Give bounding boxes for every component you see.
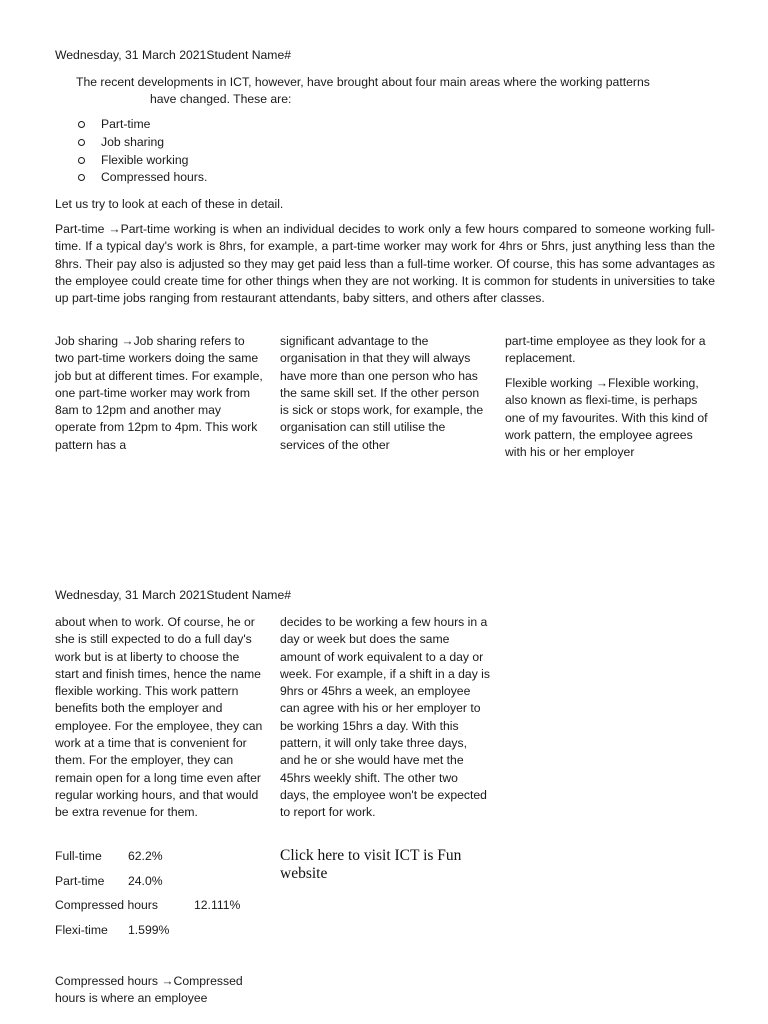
flexible-working-paragraph: Flexible working →Flexible working, also known as flexi-time, is perhaps one of my favourites. With this kind of work pattern, the employee agrees with his or her employer: [505, 376, 708, 460]
hollow-bullet-icon: [78, 174, 85, 181]
work-pattern-stats: [55, 848, 240, 947]
stat-value: 62.2%: [128, 849, 163, 863]
stat-label: Full-time: [55, 849, 102, 863]
list-item: Job sharing: [78, 134, 207, 152]
header-student-name: Student Name#: [206, 588, 292, 602]
stat-label: Part-time: [55, 873, 105, 888]
ict-is-fun-link[interactable]: Click here to visit ICT is Fun website: [280, 847, 462, 882]
flexible-working-continued: about when to work. Of course, he or she is still expected to do a full day's work but is at liberty to choose the start and finish times, hence the name flexible working. This work pattern benefits both the employer and employee. For the employee, they can work at a time that is convenient for them. For the employer, they can remain open for a long time even after regular working hours, and that would be extra revenue for them.: [55, 615, 263, 820]
stat-label: Compressed hours: [55, 898, 158, 913]
header-student-name: Student Name#: [206, 48, 292, 62]
compressed-hours-paragraph: Compressed hours →Compressed hours is where an employee: [55, 974, 243, 1006]
job-sharing-column-2: significant advantage to the organisation in that they will always have more than one person who has the same skill set. If the other person is sick or stops work, for example, the organisation can still utilise the services of the other: [280, 334, 484, 452]
stat-label: Flexi-time: [55, 923, 108, 938]
working-patterns-list: [78, 116, 207, 187]
stat-row: [55, 873, 240, 898]
detail-intro-line: Let us try to look at each of these in detail.: [55, 197, 284, 211]
hollow-bullet-icon: [78, 157, 85, 164]
job-sharing-column-1: Job sharing →Job sharing refers to two part-time workers doing the same job but at different times. For example, one part-time worker may work from 8am to 12pm and another may operate from 12pm to 4pm. This work pattern has a: [55, 334, 263, 452]
page-header: [55, 587, 291, 604]
part-time-paragraph: Part-time →Part-time working is when an individual decides to work only a few hours compared to someone working full-time. If a typical day's work is 8hrs, for example, a part-time worker may work for 4hrs or 5hrs, just anything less than the 8hrs. Their pay also is adjusted so they may get paid less than a full-time worker. Of course, this has some advantages as the employee could create time for other things when they are not working. It is common for students in universities to take up part-time jobs ranging from restaurant attendants, baby sitters, and others after classes.: [55, 222, 715, 306]
page-header: [55, 47, 291, 64]
stat-value: 1.599%: [128, 923, 170, 938]
compressed-hours-continued: decides to be working a few hours in a day or week but does the same amount of work equivalent to a day or week. For example, if a shift in a day is 9hrs or 45hrs a week, an employee can agree with his or her employer to be working 15hrs a day. With this pattern, it will only take three days, and he or she would have met the 45hrs weekly shift. The other two days, the employee won't be expected to report for work.: [280, 615, 490, 820]
job-sharing-column-3: part-time employee as they look for a replacement.: [505, 334, 706, 366]
hollow-bullet-icon: [78, 121, 85, 128]
intro-paragraph: [76, 74, 716, 109]
intro-line-1: The recent developments in ICT, however, have brought about four main areas where the working patterns: [76, 75, 650, 89]
stat-value: 24.0%: [128, 873, 163, 888]
stat-row: [55, 848, 240, 873]
stat-row: [55, 897, 240, 922]
hollow-bullet-icon: [78, 139, 85, 146]
list-item: Part-time: [78, 116, 207, 134]
header-date: Wednesday, 31 March 2021: [55, 48, 207, 62]
stat-value: 12.111%: [194, 898, 241, 913]
list-item: Compressed hours.: [78, 169, 207, 187]
header-date: Wednesday, 31 March 2021: [55, 588, 207, 602]
intro-line-2: have changed. These are:: [150, 92, 292, 107]
list-item: Flexible working: [78, 152, 207, 170]
stat-row: [55, 922, 240, 947]
